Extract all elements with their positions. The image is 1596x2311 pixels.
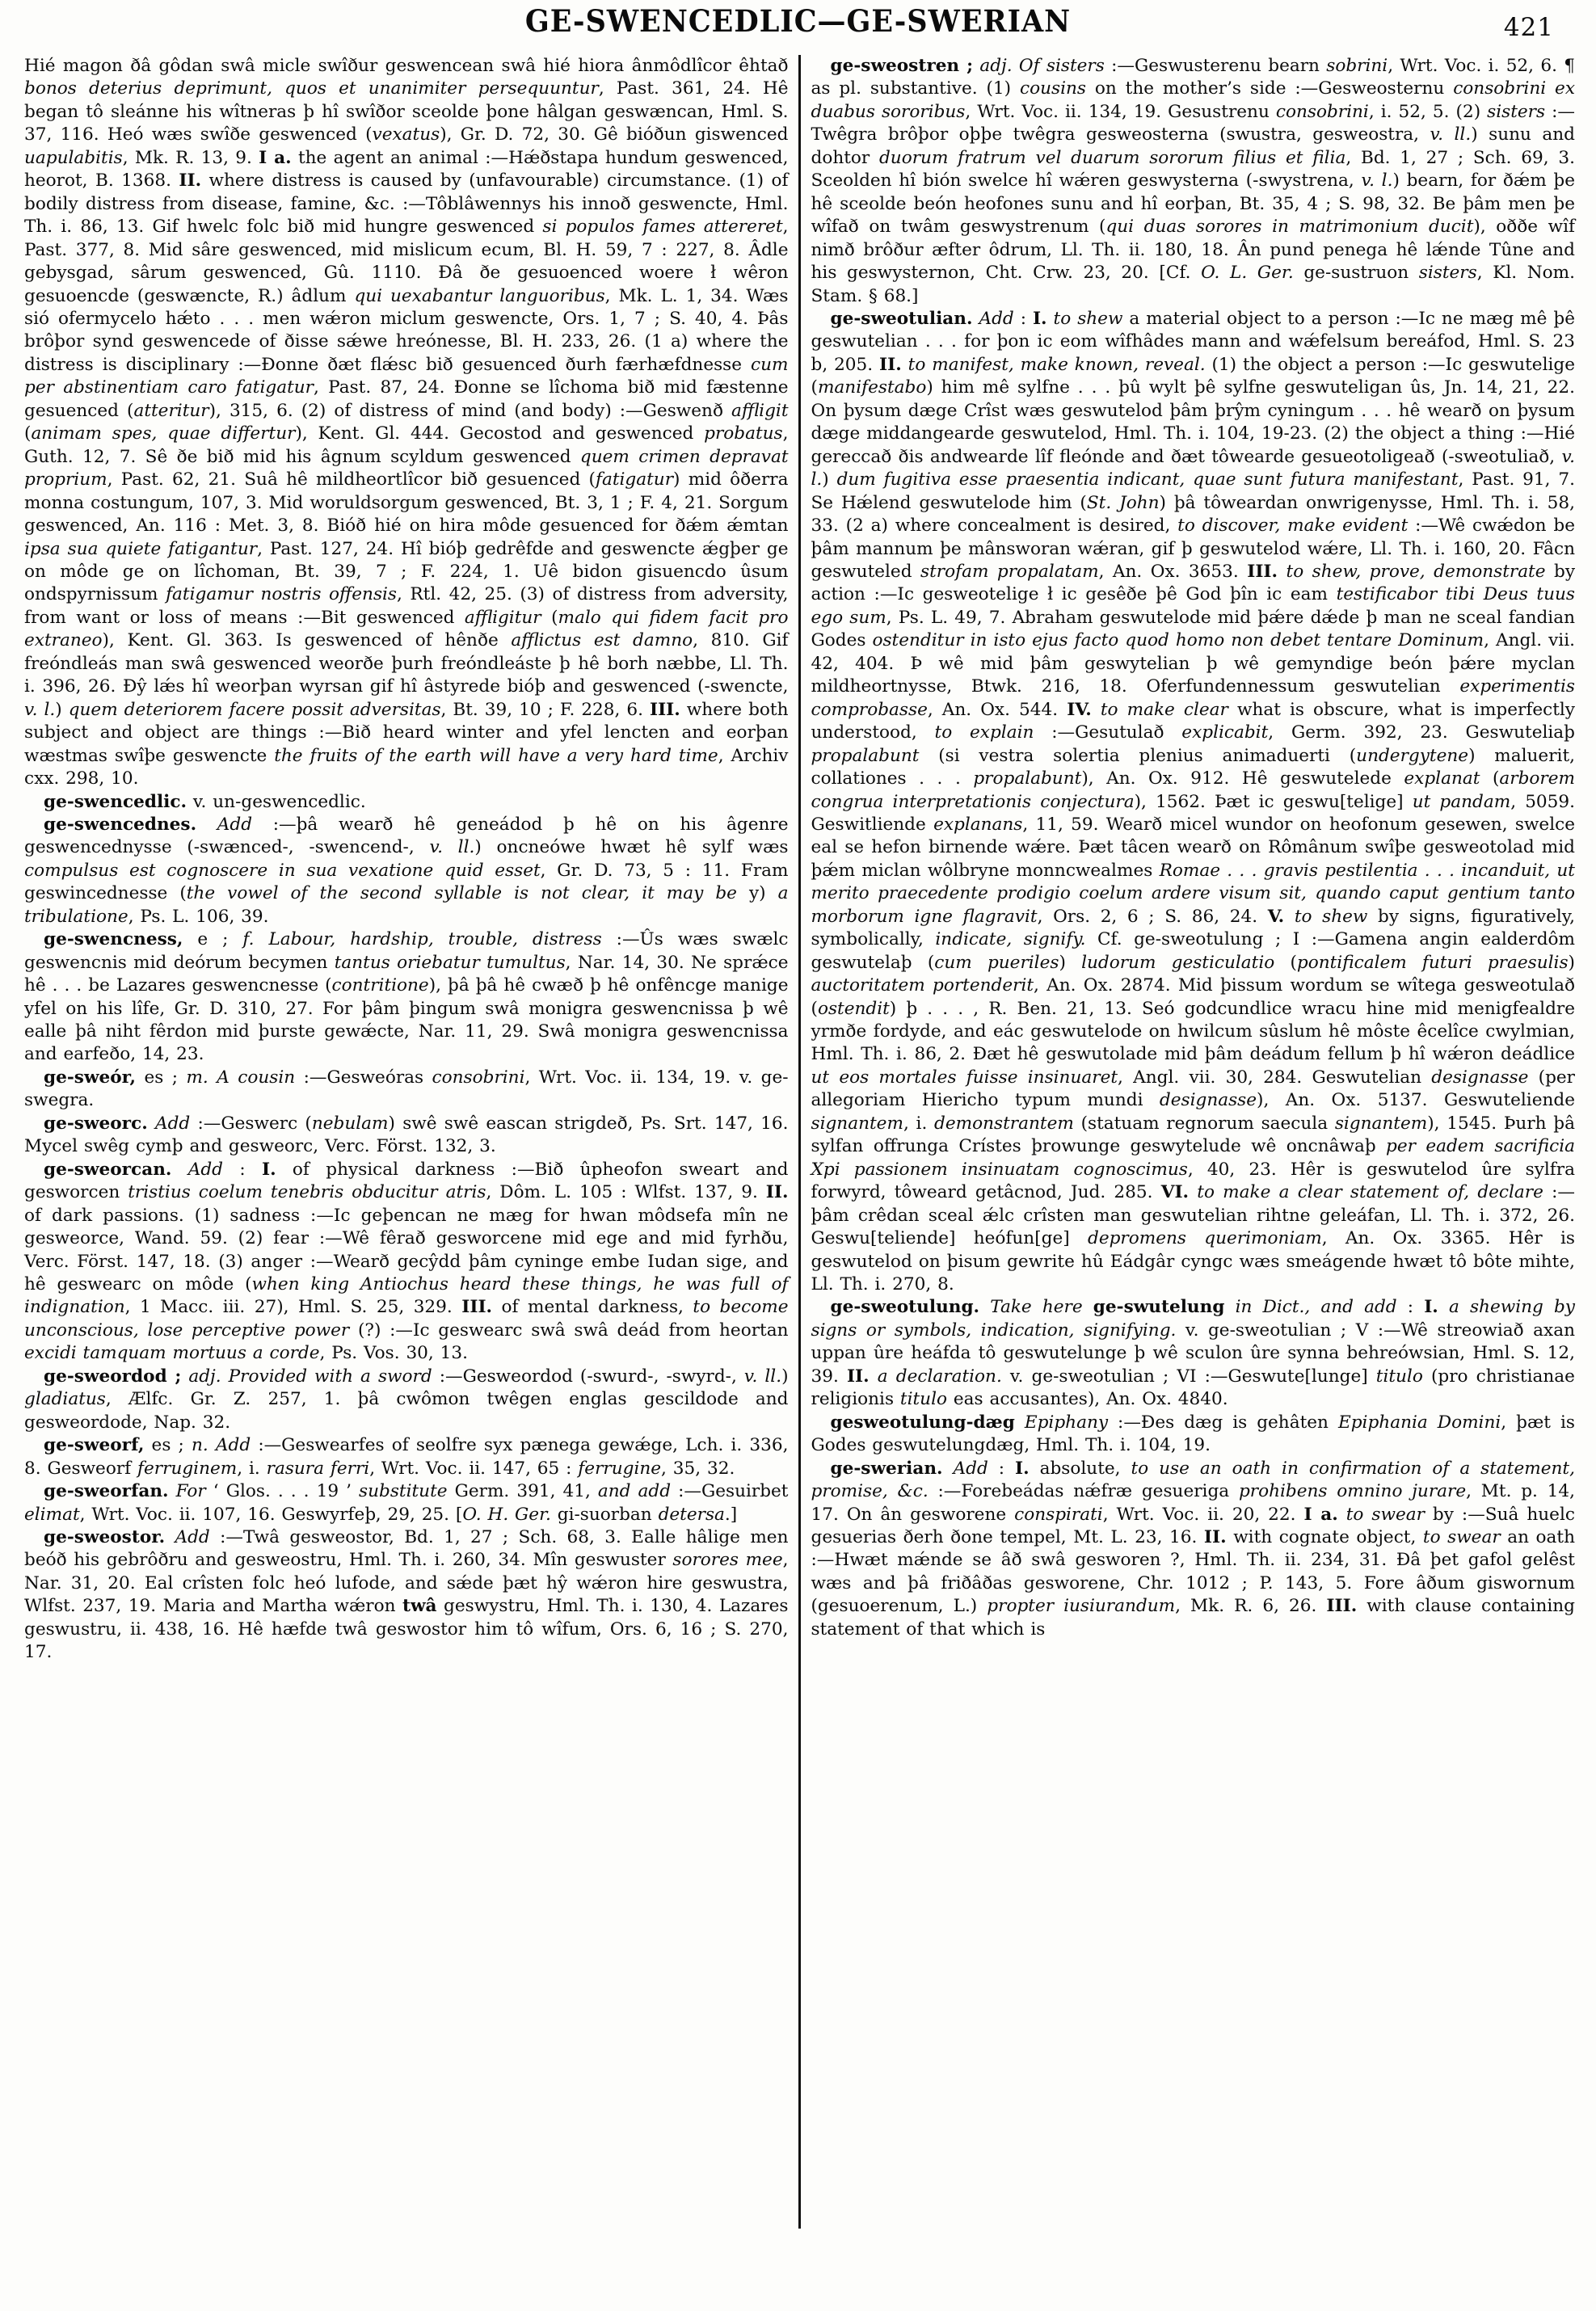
dictionary-entry: ge-sweordod ; adj. Provided with a sword :—Gesweordod (-swurd-, -swyrd-, v. ll.) gladiatus, Ælfc. Gr. Z. 257, 1. þâ cwômon twêgen englas gescildode and gesweordode, Nap. 32. (24, 1366, 789, 1433)
dictionary-entry: ge-sweorf, es ; n. Add :—Geswearfes of seolfre syx pænega gewǽge, Lch. i. 336, 8. Gesweorf ferruginem, i. rasura ferri, Wrt. Voc. ii. 147, 65 : ferrugine, 35, 32. (24, 1435, 789, 1479)
dictionary-entry: gesweotulung-dæg Epiphany :—Ðes dæg is gehâten Epiphania Domini, þæt is Godes geswutelungdæg, Hml. Th. i. 104, 19. (811, 1412, 1575, 1456)
page-header (0, 0, 1596, 52)
dictionary-entry: ge-swencednes. Add :—þâ wearð hê geneádod þ hê on his âgenre geswencednysse (-swænced-, -swencend-, v. ll.) oncneówe hwæt hê sylf wæs compulsus est cognoscere in sua vexatione quid esset, Gr. D. 73, 5 : 11. Fram geswincednesse (the vowel of the second syllable is not clear, it may be y) a tribulatione, Ps. L. 106, 39. (24, 814, 789, 927)
dictionary-entry: ge-sweorcan. Add : I. of physical darkness :—Bið ûpheofon sweart and gesworcen tristius coelum tenebris obducitur atris, Dôm. L. 105 : Wlfst. 137, 9. II. of dark passions. (1) sadness :—Ic geþencan ne mæg for hwan môdsefa mîn ne gesweorce, Wand. 59. (2) fear :—Wê fêrað gesworcene mid ege and mid fyrhðu, Verc. Först. 147, 18. (3) anger :—Wearð gecŷdd þâm cyninge embe Iudan sige, and hê geswearc on môde (when king Antiochus heard these things, he was full of indignation, 1 Macc. iii. 27), Hml. S. 25, 329. III. of mental darkness, to become unconscious, lose perceptive power (?) :—Ic geswearc swâ swâ deád from heortan excidi tamquam mortuus a corde, Ps. Vos. 30, 13. (24, 1159, 789, 1364)
dictionary-entry: ge-sweotulung. Take here ge-swutelung in Dict., and add : I. a shewing by signs or symbols, indication, signifying. v. ge-sweotulian ; V :—Wê streowiað axan uppan ûre heáfda tô geswutelunge þ wê sculon ûre synna behreówsian, Hml. S. 12, 39. II. a declaration. v. ge-sweotulian ; VI :—Geswute[lunge] titulo (pro christianae religionis titulo eas accusantes), An. Ox. 4840. (811, 1297, 1575, 1410)
dictionary-entry: ge-sweorfan. For ‘ Glos. . . . 19 ’ substitute Germ. 391, 41, and add :—Gesuirbet elimat, Wrt. Voc. ii. 107, 16. Geswyrfeþ, 29, 25. [O. H. Ger. gi-suorban detersa.] (24, 1481, 789, 1525)
page-number: 421 (1503, 13, 1554, 42)
dictionary-entry: ge-sweotulian. Add : I. to shew a material object to a person :—Ic ne mæg mê þê geswutelian . . . for þon ic eom wîfhâdes mann and wǽfelsum bereáfod, Hml. S. 23 b, 205. II. to manifest, make known, reveal. (1) the object a person :—Ic geswutelige (manifestabo) him mê sylfne . . . þû wylt þê sylfne geswuteligan ûs, Jn. 14, 21, 22. On þysum dæge Crîst wæs geswutelod þâm þrŷm cyningum . . . hê wearð on þysum dæge middangearde geswutelod, Hml. Th. i. 104, 19-23. (2) the object a thing :—Hié gereccað ðis andwearde lîf fleónde and ðæt tôwearde gesueotoligeað (-sweotuliað, v. l.) dum fugitiva esse praesentia indicant, quae sunt futura manifestant, Past. 91, 7. Se Hǽlend geswutelode him (St. John) þâ tôweardan onwrigenysse, Hml. Th. i. 58, 33. (2 a) where concealment is desired, to discover, make evident :—Wê cwǽdon be þâm mannum þe mânsworan wǽran, gif þ geswutelod wǽre, Ll. Th. i. 160, 20. Fâcn geswuteled strofam propalatam, An. Ox. 3653. III. to shew, prove, demonstrate by action :—Ic gesweotelige ł ic gesêðe þê God þîn ic eam testificabor tibi Deus tuus ego sum, Ps. L. 49, 7. Abraham geswutelode mid þǽre dǽde þ man ne sceal fandian Godes ostenditur in isto ejus facto quod homo non debet tentare Dominum, Angl. vii. 42, 404. Þ wê mid þâm geswytelian þ wê gemyndige beón þǽre myclan mildheortnysse, Btwk. 216, 18. Oferfundennessum geswutelian experimentis comprobasse, An. Ox. 544. IV. to make clear what is obscure, what is imperfectly understood, to explain :—Gesutulað explicabit, Germ. 392, 23. Geswuteliaþ propalabunt (si vestra solertia plenius animaduerti (undergytene) maluerit, collationes . . . propalabunt), An. Ox. 912. Hê geswutelede explanat (arborem congrua interpretationis conjectura), 1562. Þæt ic geswu[telige] ut pandam, 5059. Geswitliende explanans, 11, 59. Wearð micel wundor on heofonum gesewen, swelce eal se hefon birnende wǽre. Þæt tâcen wearð on Rômânum swîþe gesweotolad mid þǽm miclan wôlbryne monncwealmes Romae . . . gravis pestilentia . . . incanduit, ut merito praecedente prodigio coelum ardere visum sit, quando caput gentium tanto morborum igne flagravit, Ors. 2, 6 ; S. 86, 24. V. to shew by signs, figuratively, symbolically, indicate, signify. Cf. ge-sweotulung ; I :—Gamena angin ealderdôm geswutelaþ (cum pueriles) ludorum gesticulatio (pontificalem futuri praesulis) auctoritatem portenderit, An. Ox. 2874. Mid þissum wordum se wîtega gesweotulað (ostendit) þ . . . , R. Ben. 21, 13. Seó godcundlice wracu hine mid menigfealdre yrmðe fordyde, and eác geswutelode on hwilcum sûslum hê môste êcelîce cwylmian, Hml. Th. i. 86, 2. Ðæt hê geswutolade mid þâm deádum fellum þ hî wǽron deádlice ut eos mortales fuisse insinuaret, Angl. vii. 30, 284. Geswutelian designasse (per allegoriam Hiericho typum mundi designasse), An. Ox. 5137. Geswuteliende signantem, i. demonstrantem (statuam regnorum saecula signantem), 1545. Þurh þâ sylfan offrunga Crístes þrowunge geswytelude wê oncnâwaþ per eadem sacrificia Xpi passionem insinuatam cognoscimus, 40, 23. Hêr is geswutelod ûre sylfra forwyrd, tôweard getâcnod, Jud. 285. VI. to make a clear statement of, declare :—þâm crêdan sceal ǽlc crîsten man geswutelian rihtne geleáfan, Ll. Th. i. 372, 26. Geswu[teliende] heófun[ge] depromens querimoniam, An. Ox. 3365. Hêr is geswutelod on þisum gewrite hû Eádgâr cyngc wæs smeágende hwæt tô bôte mihte, Ll. Th. i. 270, 8. (811, 308, 1576, 1295)
dictionary-entry: ge-sweorc. Add :—Geswerc (nebulam) swê swê eascan strigdeð, Ps. Srt. 147, 16. Mycel swêg cymþ and gesweorc, Verc. Först. 132, 3. (24, 1113, 789, 1157)
dictionary-entry: ge-swerian. Add : I. absolute, to use an oath in confirmation of a statement, promise, &c. :—Forebeádas nǽfræ gesueriga prohibens omnino jurare, Mt. p. 14, 17. On ân gesworene conspirati, Wrt. Voc. ii. 20, 22. I a. to swear by :—Suâ huelc gesuerias ðerh ðone tempel, Mt. L. 23, 16. II. with cognate object, to swear an oath :—Hwæt mǽnde se âð swâ gesworen ?, Hml. Th. ii. 234, 31. Ðâ þet gafol gelêst wæs and þâ friðâðas gesworene, Chr. 1012 ; P. 143, 5. Fore âðum giswornum (gesuoerenum, L.) propter iusiurandum, Mk. R. 6, 26. III. with clause containing statement of that which is (811, 1458, 1575, 1640)
dictionary-entry: ge-sweór, es ; m. A cousin :—Gesweóras consobrini, Wrt. Voc. ii. 134, 19. v. ge-swegra. (24, 1067, 789, 1111)
text-columns (0, 52, 1596, 2229)
dictionary-entry: ge-swencedlic. v. un-geswencedlic. (44, 791, 366, 812)
dictionary-entry: ge-sweostor. Add :—Twâ gesweostor, Bd. 1, 27 ; Sch. 68, 3. Ealle hâlige men beóð his gebrôðru and gesweostru, Hml. Th. i. 260, 34. Mîn geswuster sorores mee, Nar. 31, 20. Eal crîsten folc heó lufode, and sǽde þæt hŷ wǽron hire geswustra, Wlfst. 237, 19. Maria and Martha wǽron twâ geswystru, Hml. Th. i. 130, 4. Lazares geswustru, ii. 438, 16. Hê hæfde twâ geswostor him tô wîfum, Ors. 6, 16 ; S. 270, 17. (24, 1527, 789, 1663)
dictionary-entry: Hié magon ðâ gôdan swâ micle swîður geswencean swâ hié hiora ânmôdlîcor êhtað bonos deterius deprimunt, quos et unanimiter persequuntur, Past. 361, 24. Hê began tô sleánne his wîtneras þ hî swîðor sceolde þone hâlgan geswæncan, Hml. S. 37, 116. Heó wæs swîðe geswenced (vexatus), Gr. D. 72, 30. Gê bióðun giswenced uapulabitis, Mk. R. 13, 9. I a. the agent an animal :—Hǽðstapa hundum geswenced, heorot, B. 1368. II. where distress is caused by (unfavourable) circumstance. (1) of bodily distress from disease, famine, &c. :—Tôblâwennys his innoð geswencte, Hml. Th. i. 86, 13. Gif hwelc folc bið mid hungre geswenced si populos fames attereret, Past. 377, 8. Mid sâre geswenced, mid mislicum ecum, Bl. H. 59, 7 : 227, 8. Âdle gebysgad, sârum geswenced, Gû. 1110. Ðâ ðe gesuoenced woere ł wêron gesuoencde (geswæncte, R.) âdlum qui uexabantur languoribus, Mk. L. 1, 34. Wæs sió ofermycelo hǽto . . . men wǽron miclum geswencte, Ors. 1, 7 ; S. 40, 4. Þâs brôþor synd geswencede of ðisse sǽwe hreónesse, Bl. H. 233, 26. (1 a) where the distress is disciplinary :—Ðonne ðæt flǽsc bið gesuenced ðurh færhæfdnesse cum per abstinentiam caro fatigatur, Past. 87, 24. Ðonne se lîchoma bið mid fæstenne gesuenced (atteritur), 315, 6. (2) of distress of mind (and body) :—Geswenð affligit (animam spes, quae differtur), Kent. Gl. 444. Gecostod and geswenced probatus, Guth. 12, 7. Sê ðe bið mid his âgnum scyldum geswenced quem crimen depravat proprium, Past. 62, 21. Suâ hê mildheortlîcor bið gesuenced (fatigatur) mid ôðerra monna costungum, 107, 3. Mid woruldsorgum geswenced, Bt. 3, 1 ; F. 4, 21. Sorgum geswenced, An. 116 : Met. 3, 8. Bióð hié on hira môde gesuenced for ðǽm ǽmtan ipsa sua quiete fatigantur, Past. 127, 24. Hî bióþ gedrêfde and geswencte ǽgþer ge on môde ge on lîchoman, Bt. 39, 7 ; F. 224, 1. Uê bidon gisuencdo ûsum ondspyrnissum fatigamur nostris offensis, Rtl. 42, 25. (3) of distress from adversity, from want or loss of means :—Bit geswenced affligitur (malo qui fidem facit pro extraneo), Kent. Gl. 363. Is geswenced of hênðe afflictus est damno, 810. Gif freóndleás man swâ geswenced weorðe þurh freóndleáste þ hê borh næbbe, Ll. Th. i. 396, 26. Ðŷ lǽs hî weorþan wyrsan gif hî âstyrede bióþ and geswenced (-swencte, v. l.) quem deteriorem facere possit adversitas, Bt. 39, 10 ; F. 228, 6. III. where both subject and object are things :—Bið heard winter and yfel lencten and eorþan wæstmas swîþe geswencte the fruits of the earth will have a very hard time, Archiv cxx. 298, 10. (24, 56, 789, 789)
left-column (24, 55, 798, 2229)
dictionary-entry: ge-sweostren ; adj. Of sisters :—Geswusterenu bearn sobrini, Wrt. Voc. i. 52, 6. ¶ as pl. substantive. (1) cousins on the mother’s side :—Gesweosternu consobrini ex duabus sororibus, Wrt. Voc. ii. 134, 19. Gesustrenu consobrini, i. 52, 5. (2) sisters :—Twêgra brôþor oþþe twêgra gesweosterna (swustra, gesweostra, v. ll.) sunu and dohtor duorum fratrum vel duarum sororum filius et filia, Bd. 1, 27 ; Sch. 69, 3. Sceolden hî bión swelce hî wǽren geswysterna (-swystrena, v. l.) bearn, for ðǽm þe hê sceolde beón heofones sunu and hî eorþan, Bt. 35, 4 ; S. 98, 32. Be þâm men þe wîfað on twâm geswystrenum (qui duas sorores in matrimonium ducit), oððe wîf nimð brôður æfter ôdrum, Ll. Th. ii. 180, 18. Ân pund penega hê lǽnde Tûne and his geswysternon, Cht. Crw. 23, 20. [Cf. O. L. Ger. ge-sustruon sisters, Kl. Nom. Stam. § 68.] (811, 56, 1575, 306)
page-title: GE-SWENCEDLIC—GE-SWERIAN (524, 3, 1072, 40)
right-column column-divider (798, 55, 1576, 2229)
dictionary-entry: ge-swencness, e ; f. Labour, hardship, trouble, distress :—Ûs wæs swælc geswencnis mid deórum becymen tantus oriebatur tumultus, Nar. 14, 30. Ne sprǽce hê . . . be Lazares geswencnesse (contritione), þâ þâ hê cwæð þ hê onfêncge manige yfel on his lîfe, Gr. D. 310, 27. For þâm þingum swâ monigra geswencnissa þ wê ealle þâ niht fêrdon mid þurste gewǽcte, Nar. 11, 29. Swâ monigra geswencnissa and earfeðo, 14, 23. (24, 929, 789, 1065)
